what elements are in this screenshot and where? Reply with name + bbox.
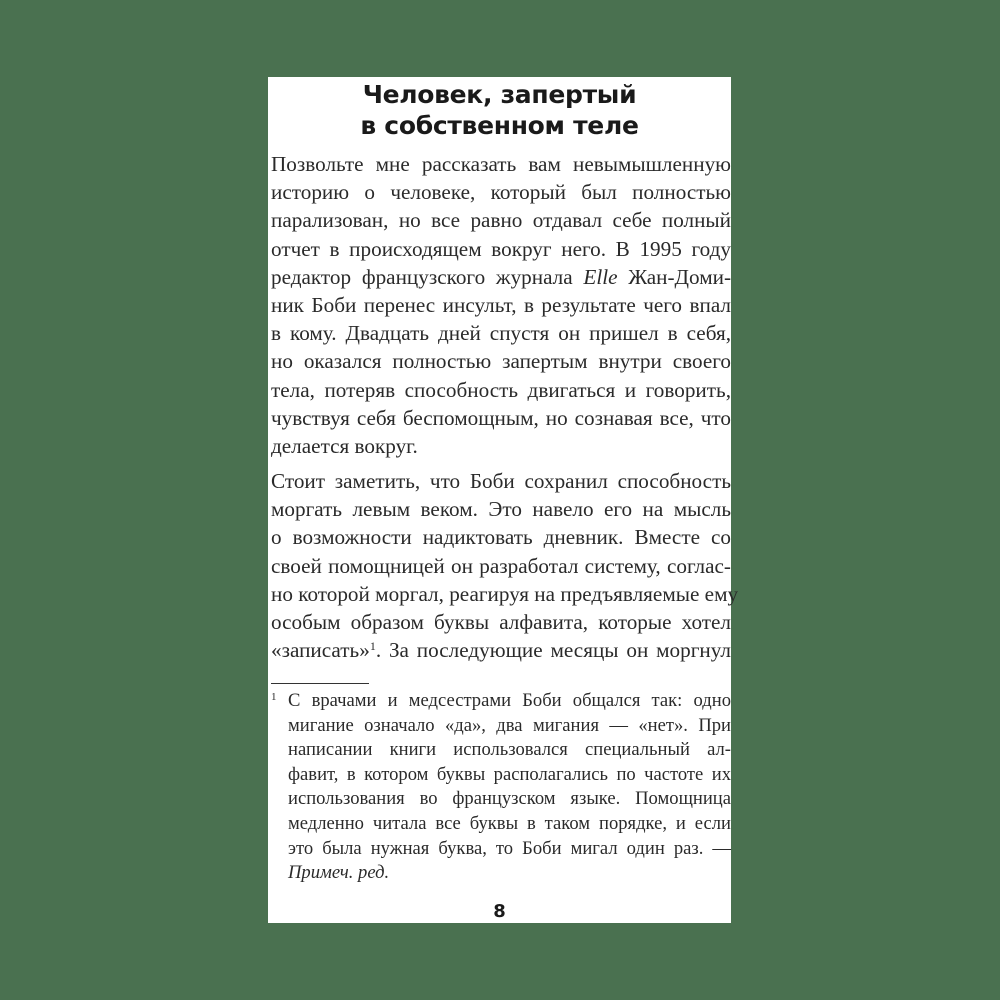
text-segment: «записать» bbox=[271, 638, 370, 663]
footnote-marker: 1 bbox=[271, 691, 277, 703]
text-line: делается вокруг. bbox=[271, 434, 418, 459]
text-line: Позвольте мне рассказать вам невымышленную bbox=[271, 152, 731, 176]
text-line bbox=[271, 636, 731, 664]
footnote-line: мигание означало «да», два мигания — «нет». При bbox=[288, 714, 731, 736]
text-line: отчет в происходящем вокруг него. В 1995 году bbox=[271, 236, 731, 261]
footnote-reference[interactable]: 1 bbox=[369, 639, 376, 654]
text-segment: Жан-Доми- bbox=[617, 264, 731, 289]
chapter-title bbox=[268, 79, 731, 141]
footnote-line: это была нужная буква, то Боби мигал один раз. — bbox=[288, 837, 731, 859]
footnote-editor-note bbox=[288, 861, 731, 886]
chapter-title-line-2: в собственном теле bbox=[360, 111, 639, 140]
text-line: о возможности надиктовать дневник. Вместе со bbox=[271, 525, 731, 550]
chapter-title-line-1: Человек, запертый bbox=[362, 80, 637, 109]
magazine-name: Elle bbox=[583, 264, 618, 289]
text-line: своей помощницей он разработал систему, соглас- bbox=[271, 553, 731, 578]
footnote-line: использования во французском языке. Помощница bbox=[288, 788, 731, 810]
text-segment: . За последующие месяцы он моргнул bbox=[375, 638, 731, 663]
footnote-line: С врачами и медсестрами Боби общался так: одно bbox=[288, 690, 731, 711]
text-line: но которой моргал, реагируя на предъявляемые ему bbox=[271, 581, 739, 606]
text-line: особым образом буквы алфавита, которые хотел bbox=[271, 610, 731, 635]
text-line: чувствуя себя беспомощным, но сознавая все, что bbox=[271, 405, 731, 430]
paragraph-2 bbox=[271, 467, 739, 664]
text-line: моргать левым веком. Это навело его на мысль bbox=[271, 497, 731, 522]
footnote-divider bbox=[271, 683, 369, 684]
text-segment: редактор французского журнала bbox=[271, 264, 584, 289]
paragraph-1 bbox=[271, 150, 731, 460]
text-line: тела, потеряв способность двигаться и говорить, bbox=[271, 377, 731, 402]
text-line: ник Боби перенес инсульт, в результате чего впал bbox=[271, 293, 731, 318]
editor-note: Примеч. ред. bbox=[288, 862, 390, 884]
text-line: в кому. Двадцать дней спустя он пришел в себя, bbox=[271, 321, 731, 346]
footnote-line: фавит, в котором буквы располагались по частоте их bbox=[288, 763, 731, 785]
text-line: Стоит заметить, что Боби сохранил способность bbox=[271, 469, 731, 493]
footnote bbox=[288, 689, 731, 886]
text-line bbox=[271, 263, 731, 291]
footnote-line: написании книги использовался специальный ал- bbox=[288, 739, 731, 761]
book-page bbox=[268, 77, 739, 923]
text-line: историю о человеке, который был полностью bbox=[271, 180, 731, 205]
footnote-line: медленно читала все буквы в таком порядке, и если bbox=[288, 812, 731, 834]
text-line: парализован, но все равно отдавал себе полный bbox=[271, 208, 731, 233]
page-number: 8 bbox=[493, 901, 506, 922]
text-line: но оказался полностью запертым внутри своего bbox=[271, 349, 731, 374]
